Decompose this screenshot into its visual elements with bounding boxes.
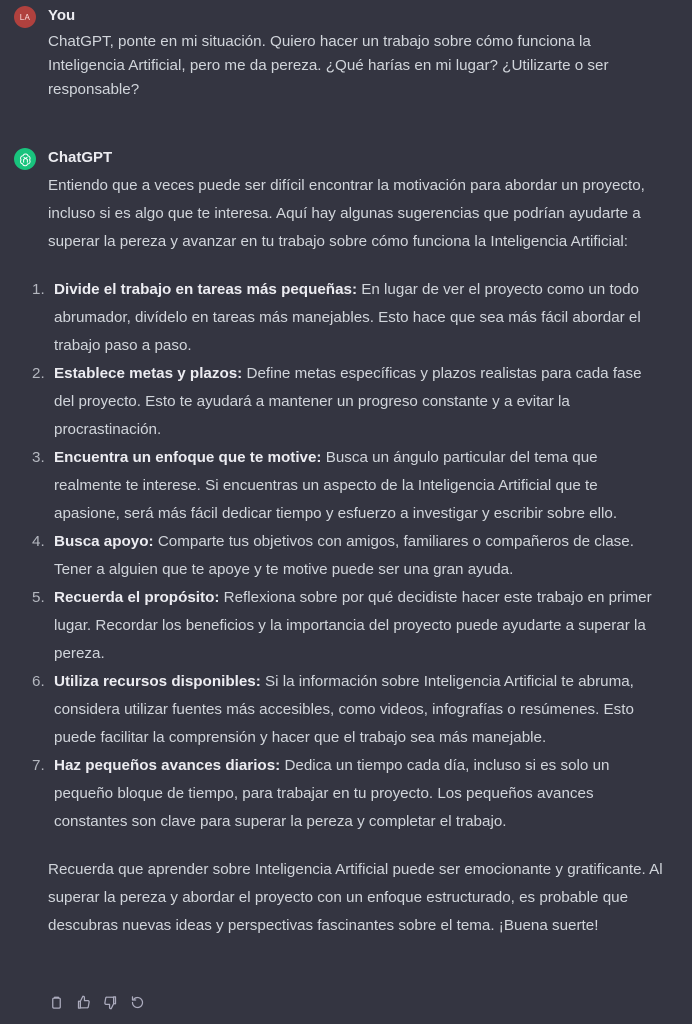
regenerate-button[interactable]	[129, 994, 146, 1011]
list-item	[32, 276, 663, 360]
list-item-text: Dedica un tiempo cada día, incluso si es solo un pequeño bloque de tiempo, para trabajar en tu proyecto. Los pequeños avances constantes son clave para superar la pereza y completar el trabajo.	[54, 757, 610, 830]
list-item-title: Establece metas y plazos:	[54, 365, 243, 382]
thumbs-up-button[interactable]	[75, 994, 92, 1011]
list-item-number: 6.	[32, 673, 45, 690]
assistant-intro: Entiendo que a veces puede ser difícil encontrar la motivación para abordar un proyecto, incluso si es algo que te interesa. Aquí hay algunas sugerencias que podrían ayudarte a superar la pereza y avanzar en tu trabajo sobre cómo funciona la Inteligencia Artificial:	[48, 177, 645, 250]
thumbs-down-icon	[103, 995, 118, 1010]
list-item-title: Utiliza recursos disponibles:	[54, 673, 261, 690]
list-item-title: Encuentra un enfoque que te motive:	[54, 449, 322, 466]
assistant-outro: Recuerda que aprender sobre Inteligencia Artificial puede ser emocionante y gratificante. Al superar la pereza y abordar el proyecto con un enfoque estructurado, es probable que descubras nuevas ideas y perspectivas fascinantes sobre el tema. ¡Buena suerte!	[48, 861, 663, 934]
message-actions	[48, 994, 146, 1011]
list-item-number: 5.	[32, 589, 45, 606]
openai-logo-icon	[18, 152, 33, 167]
copy-icon	[49, 995, 64, 1010]
list-item-text: Define metas específicas y plazos realistas para cada fase del proyecto. Esto te ayudará a mantener un progreso constante y a evitar la procrastinación.	[54, 365, 642, 438]
list-item	[32, 528, 663, 584]
list-item-number: 4.	[32, 533, 45, 550]
list-item	[32, 668, 663, 752]
copy-button[interactable]	[48, 994, 65, 1011]
list-item-number: 7.	[32, 757, 45, 774]
user-avatar	[14, 6, 36, 28]
list-item-number: 3.	[32, 449, 45, 466]
list-item-title: Divide el trabajo en tareas más pequeñas:	[54, 281, 358, 298]
thumbs-down-button[interactable]	[102, 994, 119, 1011]
list-item	[32, 584, 663, 668]
user-message-text	[48, 30, 668, 102]
list-item-text: Busca un ángulo particular del tema que realmente te interese. Si encuentras un aspecto de la Inteligencia Artificial que te apasione, será más fácil dedicar tiempo y esfuerzo a investigar y escribir sobre ello.	[54, 449, 618, 522]
list-item-text: En lugar de ver el proyecto como un todo abrumador, divídelo en tareas más manejables. Esto hace que sea más fácil abordar el trabajo paso a paso.	[54, 281, 641, 354]
regenerate-icon	[130, 995, 145, 1010]
list-item-text: Reflexiona sobre por qué decidiste hacer este trabajo en primer lugar. Recordar los beneficios y la importancia del proyecto puede ayudarte a superar la pereza.	[54, 589, 652, 662]
list-item-title: Recuerda el propósito:	[54, 589, 220, 606]
list-item	[32, 752, 663, 836]
assistant-message-text	[32, 172, 663, 940]
user-message-paragraph: ChatGPT, ponte en mi situación. Quiero hacer un trabajo sobre cómo funciona la Inteligencia Artificial, pero me da pereza. ¿Qué harías en mi lugar? ¿Utilizarte o ser responsable?	[48, 33, 609, 98]
list-item-number: 1.	[32, 281, 45, 298]
list-item-title: Busca apoyo:	[54, 533, 154, 550]
chatgpt-avatar	[14, 148, 36, 170]
list-item-title: Haz pequeños avances diarios:	[54, 757, 281, 774]
user-avatar-initials: LA	[19, 12, 31, 22]
thumbs-up-icon	[76, 995, 91, 1010]
suggestions-list	[32, 276, 663, 836]
assistant-author-name: ChatGPT	[48, 149, 113, 166]
user-author-name: You	[48, 7, 76, 24]
list-item	[32, 444, 663, 528]
list-item-text: Si la información sobre Inteligencia Artificial te abruma, considera utilizar fuentes más accesibles, como videos, infografías o resúmenes. Esto puede facilitar la comprensión y hacer que el trabajo sea más manejable.	[54, 673, 634, 746]
list-item	[32, 360, 663, 444]
list-item-text: Comparte tus objetivos con amigos, familiares o compañeros de clase. Tener a alguien que te apoye y te motive puede ser una gran ayuda.	[54, 533, 634, 578]
list-item-number: 2.	[32, 365, 45, 382]
